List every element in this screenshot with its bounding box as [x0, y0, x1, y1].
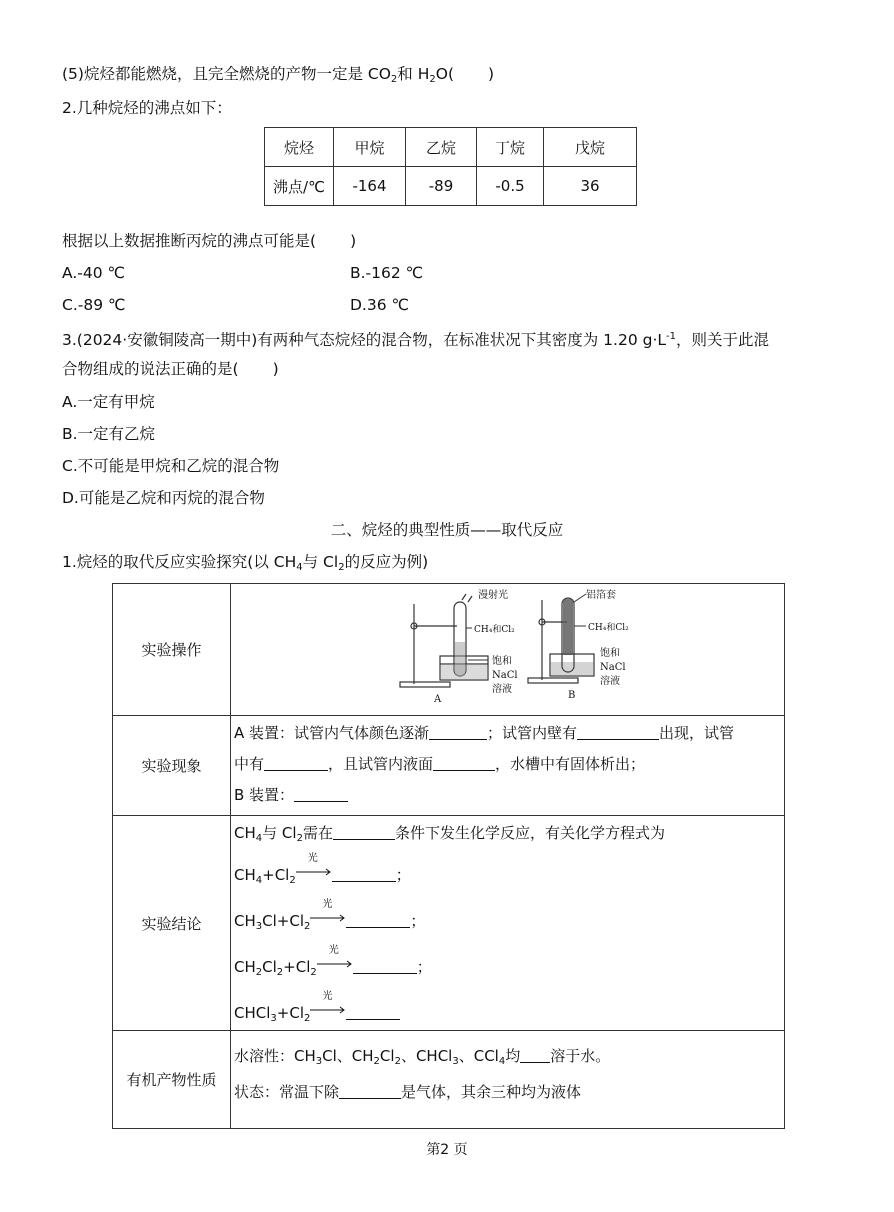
row-label-phenomenon: 实验现象 [113, 716, 231, 816]
reaction-arrow: 光 [310, 1000, 346, 1020]
table-cell: -0.5 [477, 167, 544, 206]
question-3-line1: 3.(2024·安徽铜陵高一期中)有两种气态烷烃的混合物，在标准状况下其密度为 1.20 $g\cdot L^{-1}$，则关于此混 [62, 331, 770, 349]
equation-1: $CH_4+Cl_2$ 光 ； [234, 853, 411, 886]
equation-2: $CH_3Cl+Cl_2$ 光 ； [234, 899, 426, 932]
label-a: A [434, 694, 442, 705]
q3-option-c: C.不可能是甲烷和乙烷的混合物 [62, 457, 280, 475]
reaction-arrow: 光 [310, 908, 346, 928]
label-solution: 溶液 [492, 684, 512, 695]
question-2-stem: 根据以上数据推断丙烷的沸点可能是( ) [62, 232, 357, 250]
table-header-cell: 戊烷 [544, 128, 637, 167]
option-d: D.36 ℃ [350, 296, 409, 314]
apparatus-cell [231, 584, 785, 716]
equation-4: $CHCl_3+Cl_2$ 光 [234, 986, 784, 1030]
boiling-point-table [264, 127, 637, 206]
label-b: B [568, 690, 576, 701]
reaction-arrow: 光 [296, 862, 332, 882]
label-gas-a: CH₄和Cl₂ [474, 625, 515, 635]
question-5: (5)烷烃都能燃烧，且完全燃烧的产物一定是 $CO_2$和 $H_2O$( ) [62, 65, 495, 85]
table-header-cell: 丁烷 [477, 128, 544, 167]
table-cell: -164 [334, 167, 406, 206]
option-c: C.-89 ℃ [62, 296, 126, 314]
table-header-cell: 烷烃 [265, 128, 334, 167]
reaction-arrow: 光 [317, 954, 353, 974]
water-solubility-line: 水溶性：$CH_3Cl$、$CH_2Cl_2$、CHCl$_3$、CCl$_4$均 溶于水。 [234, 1047, 611, 1067]
option-b: B.-162 ℃ [350, 264, 424, 282]
table-header-cell: 乙烷 [406, 128, 477, 167]
equation-3: $CH_2Cl_2+Cl_2$ 光 ； [234, 945, 432, 978]
label-saturated-b: 饱和 [600, 648, 620, 659]
table-cell: 36 [544, 167, 637, 206]
label-solution-b: 溶液 [600, 676, 620, 687]
label-saturated: 饱和 [492, 656, 512, 667]
label-diffuse-light: 漫射光 [478, 590, 508, 601]
conclusion-cell: $CH_4$与 $Cl_2$需在 条件下发生化学反应，有关化学方程式为 $CH_4+Cl_2$ 光 ； $CH_3Cl+Cl_2$ 光 ； $CH_2Cl_2+Cl_2$ 光 ； $CHCl_3+Cl_2$ 光 [231, 816, 785, 1031]
row-label-properties: 有机产物性质 [113, 1031, 231, 1129]
q3-option-a: A.一定有甲烷 [62, 393, 155, 411]
q3-option-b: B.一定有乙烷 [62, 425, 156, 443]
apparatus-figure [382, 584, 642, 712]
properties-cell [231, 1031, 785, 1129]
label-nacl: NaCl [492, 670, 518, 681]
label-foil: 铝箔套 [586, 590, 616, 601]
question-3-line2: 合物组成的说法正确的是( ) [62, 360, 279, 378]
row-label-conclusion: 实验结论 [113, 816, 231, 1031]
experiment-intro: 1.烷烃的取代反应实验探究(以 $CH_4$与 $Cl_2$的反应为例) [62, 553, 429, 573]
table-header-cell: 甲烷 [334, 128, 406, 167]
label-nacl-b: NaCl [600, 662, 626, 673]
table-cell: -89 [406, 167, 477, 206]
state-line: 状态：常温下除 是气体，其余三种均为液体 [234, 1083, 582, 1101]
table-row-label: 沸点/℃ [265, 167, 334, 206]
experiment-table [112, 583, 785, 1129]
phenomenon-cell: A 装置：试管内气体颜色逐渐 ；试管内壁有 出现，试管 中有 ，且试管内液面 ，水槽中有固体析出； B 装置： [231, 716, 785, 816]
row-label-operation: 实验操作 [113, 584, 231, 716]
option-a: A.-40 ℃ [62, 264, 125, 282]
question-2-intro: 2.几种烷烃的沸点如下： [62, 99, 232, 117]
label-gas-b: CH₄和Cl₂ [588, 623, 629, 633]
q3-option-d: D.可能是乙烷和丙烷的混合物 [62, 489, 265, 507]
page-number: 第2 页 [426, 1142, 468, 1158]
section-heading: 二、烷烃的典型性质——取代反应 [330, 521, 564, 539]
